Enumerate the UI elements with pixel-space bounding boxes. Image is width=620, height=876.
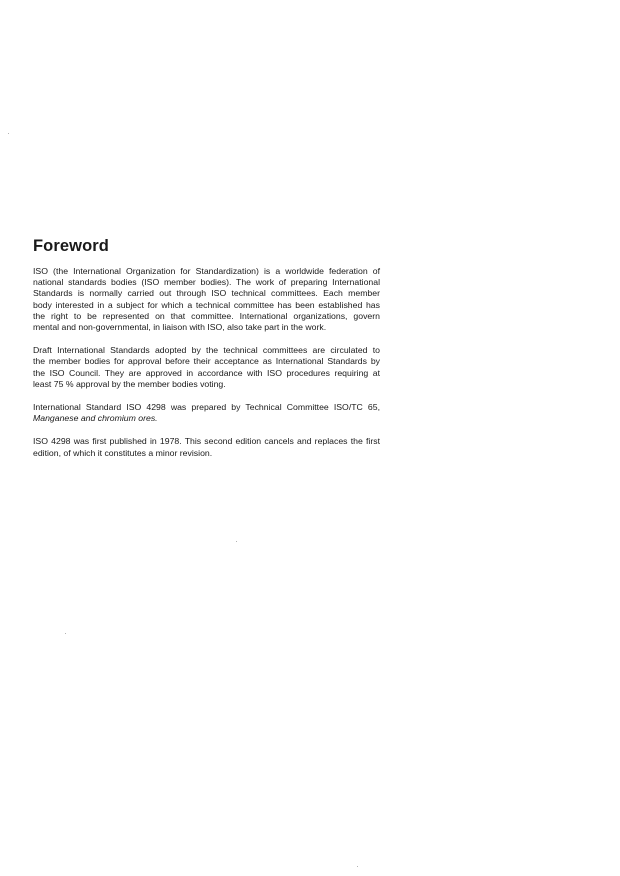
paragraph-iso-description bbox=[33, 266, 380, 333]
text-line: ISO 4298 was first published in 1978. This second edition cancels and replaces the first bbox=[33, 436, 380, 447]
scan-speck bbox=[65, 633, 66, 634]
paragraph-prepared-by bbox=[33, 402, 380, 424]
text-line: edition, of which it constitutes a minor revision. bbox=[33, 447, 213, 458]
text-line: Draft International Standards adopted by the technical committees are circulated to bbox=[33, 345, 380, 356]
text-line: the right to be represented on that committee. International organizations, govern bbox=[33, 310, 380, 321]
scan-speck bbox=[357, 866, 358, 867]
text-line: International Standard ISO 4298 was prepared by Technical Committee ISO/TC 65, bbox=[33, 402, 380, 413]
text-line: national standards bodies (ISO member bodies). The work of preparing International bbox=[33, 277, 380, 288]
text-line: Standards is normally carried out through ISO technical committees. Each member bbox=[33, 288, 380, 299]
text-line: least 75 % approval by the member bodies voting. bbox=[33, 378, 226, 389]
text-line: the member bodies for approval before their acceptance as International Standards by bbox=[33, 356, 380, 367]
text-line: body interested in a subject for which a technical committee has been established has bbox=[33, 299, 380, 310]
text-line: ISO (the International Organization for Standardization) is a worldwide federation of bbox=[33, 266, 380, 276]
foreword-body bbox=[33, 266, 380, 471]
paragraph-edition-history bbox=[33, 436, 380, 458]
scan-speck bbox=[236, 541, 237, 542]
paragraph-draft-standards bbox=[33, 345, 380, 390]
committee-title: Manganese and chromium ores. bbox=[33, 413, 158, 424]
scan-speck bbox=[8, 133, 9, 134]
text-line: the ISO Council. They are approved in accordance with ISO procedures requiring at bbox=[33, 367, 380, 378]
text-line: mental and non-governmental, in liaison with ISO, also take part in the work. bbox=[33, 322, 327, 333]
foreword-heading: Foreword bbox=[33, 237, 109, 255]
text-line-italic bbox=[33, 413, 380, 424]
